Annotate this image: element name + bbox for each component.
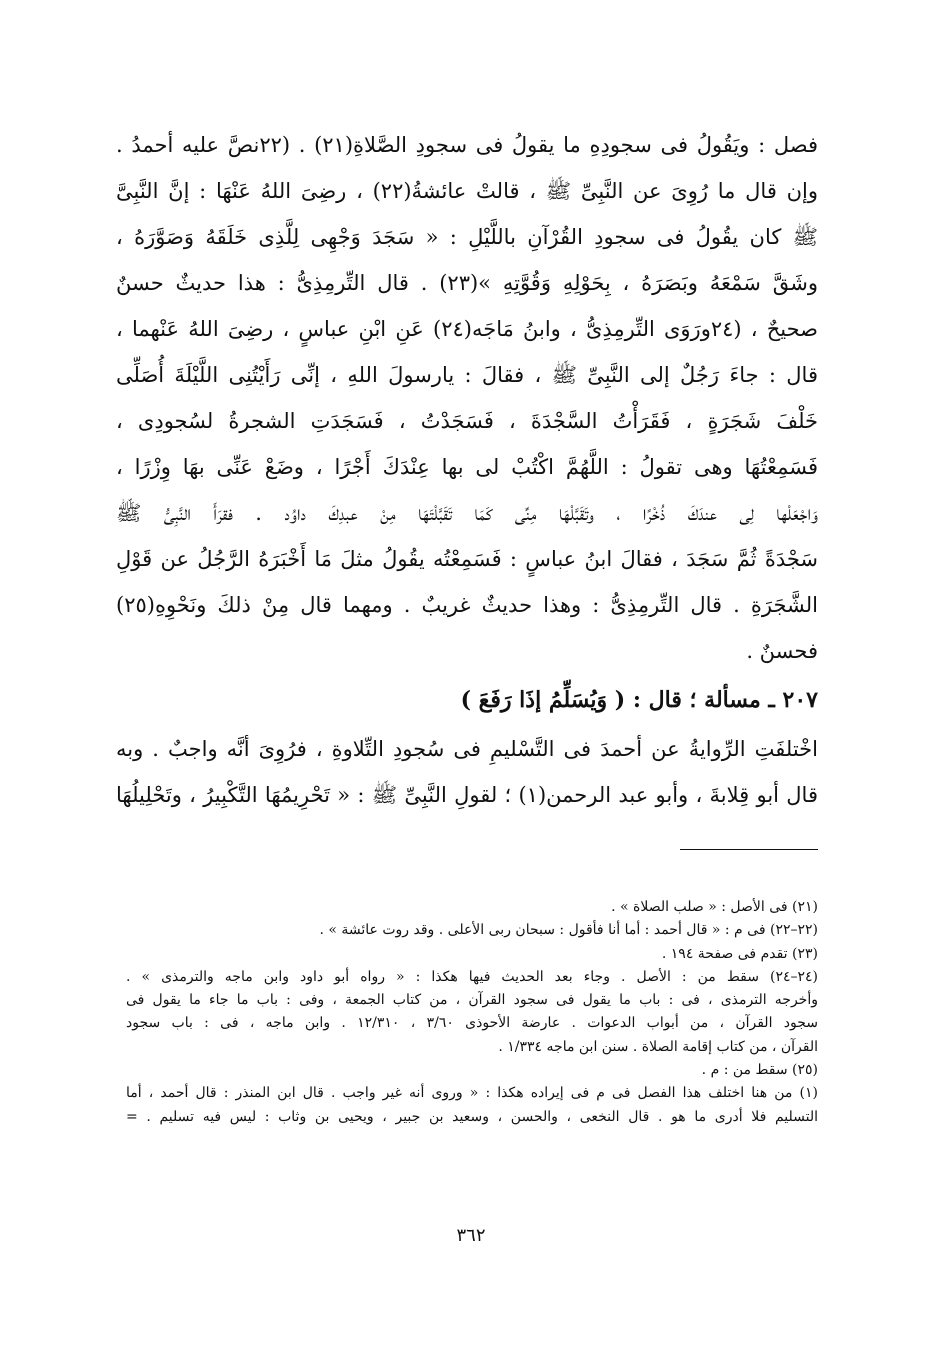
footnote-line: (٢٢–٢٢) فى م : « قال أحمد : أما أنا فأقول : سبحان ربى الأعلى . وقد روت عائشة » . [319,922,818,939]
main-text [116,122,818,818]
footnote-line: (٢٤–٢٤) سقط من : الأصل . وجاء بعد الحديث فيها هكذا : « رواه أبو داود وابن ماجه والترمذى » . [126,968,818,985]
footnote-separator [680,849,818,850]
footnote-line: (٢٥) سقط من : م . [701,1062,818,1079]
footnote-line: سجود القرآن ، من أبواب الدعوات . عارضة الأحوذى ٣/٦٠ ، ١٢/٣١٠ . وابن ماجه ، فى : باب سجود [126,1015,818,1032]
text-line: ﷺ كان يقُولُ فى سجودِ القُرْآنِ باللَّيْلِ : « سَجَدَ وَجْهِى لِلَّذِى خَلَقَهُ وَصَوَّرَهُ ، [116,225,818,249]
text-line: خَلْفَ شَجَرَةٍ ، فَقَرَأْتُ السَّجْدَةَ ، فَسَجَدْتُ ، فَسَجَدَتِ الشجرةُ لسُجودِى ، [116,409,818,433]
text-line: قال : جاءَ رَجُلٌ إلى النَّبِىِّ ﷺ ، فقالَ : يارسولَ اللهِ ، إنِّى رَأَيْتُنِى اللَّيْلَةَ أُصَلِّى [116,363,818,387]
text-line: سَجْدَةً ثُمَّ سَجَدَ ، فقالَ ابنُ عباسٍ : فَسَمِعْتُه يقُولُ مثلَ مَا أَخْبَرَهُ الرَّجُلُ عن قَوْلِ [116,547,818,571]
text-line: اخْتلفَتِ الرِّوايةُ عن أحمدَ فى التَّسْليمِ فى سُجودِ التِّلاوةِ ، فرُوِىَ أنَّه واجبٌ . وبه [116,737,818,761]
footnote-line: وأخرجه الترمذى ، فى : باب ما يقول فى سجود القرآن ، من كتاب الجمعة ، وفى : باب ما جاء ما يقول فى [126,992,818,1009]
footnotes [126,896,818,1129]
footnote-line: القرآن ، من كتاب إقامة الصلاة . سنن ابن ماجه ١/٣٣٤ . [498,1038,818,1055]
section-heading: ٢٠٧ ـ مسألة ؛ قال : ( وَيُسَلِّمُ إذَا رَفَعَ ) [460,687,818,713]
text-line: وَاجْعَلْها لِى عندَكَ ذُخْرًا ، وتَقَبَّلْهَا مِنِّى كَمَا تَقَبَّلْتَهَا مِنْ عبدِكَ داوُد . فقرَأَ النَّبِىُّ ﷺ [116,501,818,525]
footnote-line: (٢١) فى الأصل : « صلب الصلاة » . [611,899,818,915]
text-line: فصل : ويَقُولُ فى سجودِهِ ما يقولُ فى سجودِ الصَّلاةِ(٢١) . (٢٢نصَّ عليه أحمدُ . [116,133,818,157]
footnote-line: التسليم فلا أدرى ما هو . قال النخعى ، والحسن ، وسعيد بن جبير ، ويحيى بن وثاب : ليس فيه تسليم . = [126,1108,818,1125]
text-line: صحيحٌ ، (٢٤ورَوَى التِّرمِذِىُّ ، وابنُ مَاجَه(٢٤) عَنِ ابْنِ عباسٍ ، رضِىَ اللهُ عَنْهما ، [116,317,818,341]
footnote-line: (٢٣) تقدم فى صفحة ١٩٤ . [661,945,818,962]
text-line: الشَّجَرَةِ . قال التِّرمِذِىُّ : وهذا حديثٌ غريبٌ . ومهما قال مِنْ ذلكَ ونَحْوِهِ(٢٥) [116,593,818,617]
text-line: وإن قال ما رُوِىَ عن النَّبِىِّ ﷺ ، قالتْ عائشةُ(٢٢) ، رضِىَ اللهُ عَنْهَا : إنَّ النَّبِىَّ [116,179,818,203]
text-line: فحسنٌ . [746,639,818,663]
text-line: فَسَمِعْتُهَا وهى تقولُ : اللَّهُمَّ اكْتُبْ لى بها عِنْدَكَ أَجْرًا ، وضَعْ عَنِّى بهَا وِزْرًا ، [116,455,818,479]
page-number: ٣٦٢ [456,1225,486,1246]
footnote-line: (١) من هنا اختلف هذا الفصل فى م فى إيراده هكذا : « وروى أنه غير واجب . قال ابن المنذر : قال أحمد ، أما [126,1085,818,1102]
text-line: وشَقَّ سَمْعَهُ وبَصَرَهُ ، بِحَوْلِهِ وَقُوَّتِهِ »(٢٣) . قال التِّرمِذِىُّ : هذا حديثٌ حسنٌ [116,271,818,295]
text-line: قال أبو قِلابةَ ، وأبو عبد الرحمن(١) ؛ لقولِ النَّبِىِّ ﷺ : « تَحْرِيمُهَا التَّكْبِيرُ ، وتَحْلِيلُهَا [116,783,818,807]
